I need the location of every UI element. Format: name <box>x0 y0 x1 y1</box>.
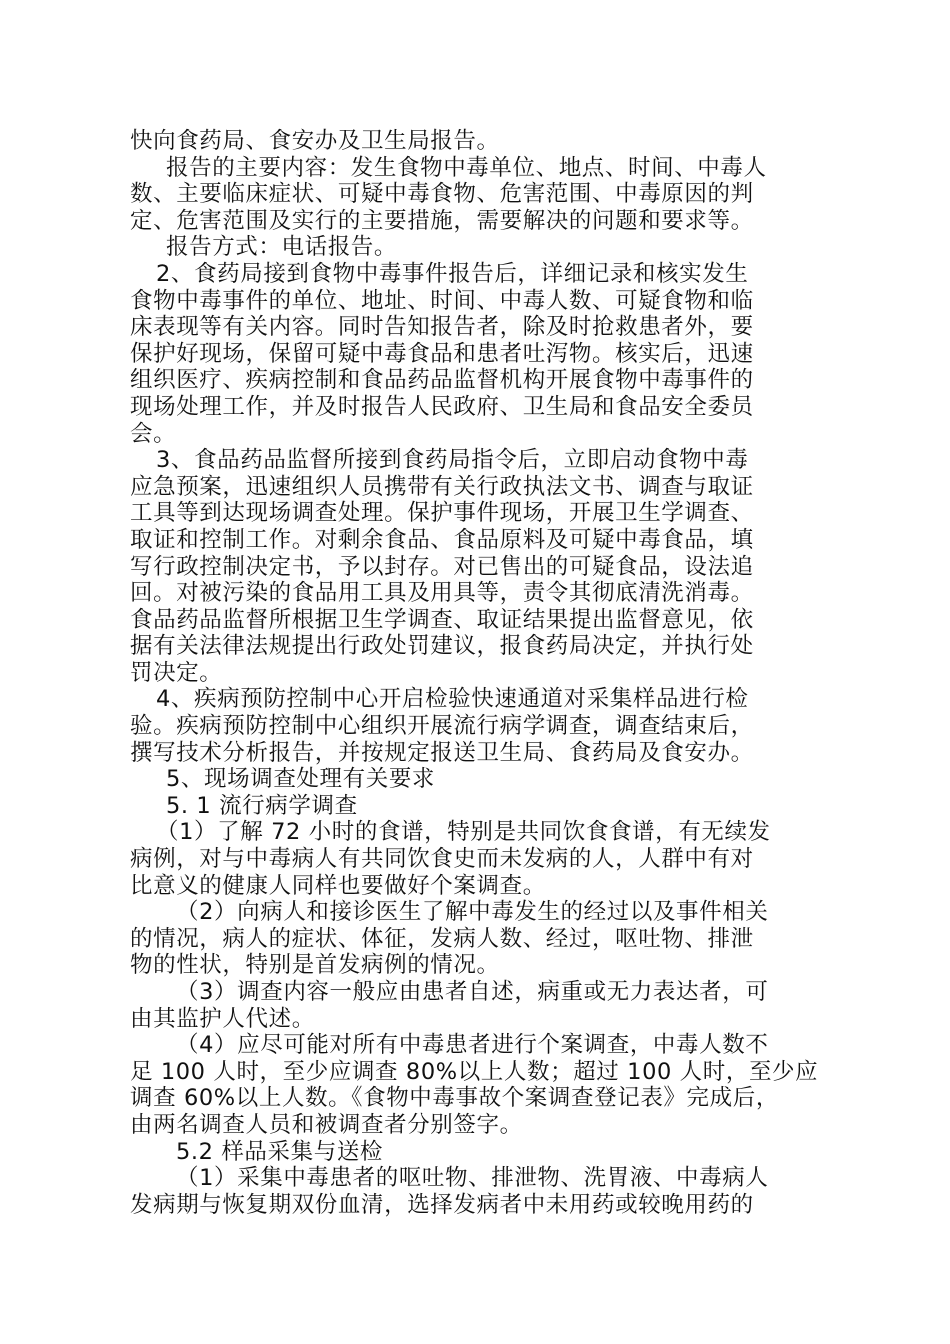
text-line: 病例，对与中毒病人有共同饮食史而未发病的人，人群中有对 <box>130 846 754 873</box>
paragraph-5-1-2: （2）向病人和接诊医生了解中毒发生的经过以及事件相关 <box>176 899 769 926</box>
text-line: 回。对被污染的食品用工具及用具等，责令其彻底清洗消毒。 <box>130 580 754 607</box>
text-line: 工具等到达现场调查处理。保护事件现场，开展卫生学调查、 <box>130 500 754 527</box>
paragraph-item-4: 4、疾病预防控制中心开启检验快速通道对采集样品进行检 <box>156 686 749 713</box>
text-line: 定、危害范围及实行的主要措施，需要解决的问题和要求等。 <box>130 207 754 234</box>
text-line: 由其监护人代述。 <box>130 1005 315 1032</box>
text-line: 撰写技术分析报告，并按规定报送卫生局、食药局及食安办。 <box>130 739 754 766</box>
paragraph-5-1-3: （3）调查内容一般应由患者自述，病重或无力表达者，可 <box>176 979 769 1005</box>
paragraph-5-2-1: （1）采集中毒患者的呕吐物、排泄物、洗胃液、中毒病人 <box>176 1165 769 1192</box>
text-line: 调查 60%以上人数。《食物中毒事故个案调查登记表》完成后， <box>130 1085 779 1112</box>
paragraph-item-3: 3、食品药品监督所接到食药局指令后，立即启动食物中毒 <box>156 447 749 474</box>
text-line: 据有关法律法规提出行政处罚建议，报食药局决定，并执行处 <box>130 633 754 660</box>
paragraph-report-content: 报告的主要内容：发生食物中毒单位、地点、时间、中毒人 <box>166 154 767 181</box>
document-body <box>130 128 830 1218</box>
section-heading-5: 5、现场调查处理有关要求 <box>166 766 436 793</box>
text-line: 组织医疗、疾病控制和食品药品监督机构开展食物中毒事件的 <box>130 367 754 394</box>
text-line: 由两名调查人员和被调查者分别签字。 <box>130 1111 523 1138</box>
text-line: 验。疾病预防控制中心组织开展流行病学调查，调查结束后， <box>130 713 754 740</box>
text-line: 现场处理工作，并及时报告人民政府、卫生局和食品安全委员 <box>130 393 754 420</box>
text-line: 会。 <box>130 420 177 447</box>
text-line: 写行政控制决定书，予以封存。对已售出的可疑食品，设法追 <box>130 553 754 580</box>
paragraph-5-1-4: （4）应尽可能对所有中毒患者进行个案调查，中毒人数不 <box>176 1032 769 1059</box>
text-line: 数、主要临床症状、可疑中毒食物、危害范围、中毒原因的判 <box>130 181 754 208</box>
paragraph-5-1-1: （1）了解 72 小时的食谱，特别是共同饮食食谱，有无续发 <box>156 819 771 846</box>
text-line: 物的性状，特别是首发病例的情况。 <box>130 952 500 979</box>
paragraph-report-method: 报告方式：电话报告。 <box>166 234 398 261</box>
subsection-heading-5-2: 5.2 样品采集与送检 <box>176 1138 384 1165</box>
text-line: 食品药品监督所根据卫生学调查、取证结果提出监督意见，依 <box>130 606 754 633</box>
text-line: 罚决定。 <box>130 659 223 686</box>
text-line: 保护好现场，保留可疑中毒食品和患者吐泻物。核实后，迅速 <box>130 340 754 367</box>
text-line: 快向食药局、食安办及卫生局报告。 <box>130 128 500 154</box>
text-line: 发病期与恢复期双份血清，选择发病者中未用药或较晚用药的 <box>130 1191 754 1218</box>
text-line: 食物中毒事件的单位、地址、时间、中毒人数、可疑食物和临 <box>130 287 754 314</box>
text-line: 比意义的健康人同样也要做好个案调查。 <box>130 872 546 899</box>
text-line: 足 100 人时，至少应调查 80%以上人数；超过 100 人时，至少应 <box>130 1058 819 1085</box>
text-line: 应急预案，迅速组织人员携带有关行政执法文书、调查与取证 <box>130 473 754 500</box>
subsection-heading-5-1: 5. 1 流行病学调查 <box>166 792 358 819</box>
text-line: 的情况，病人的症状、体征，发病人数、经过，呕吐物、排泄 <box>130 925 754 952</box>
paragraph-item-2: 2、食药局接到食物中毒事件报告后，详细记录和核实发生 <box>156 260 749 287</box>
text-line: 床表现等有关内容。同时告知报告者，除及时抢救患者外，要 <box>130 314 754 341</box>
text-line: 取证和控制工作。对剩余食品、食品原料及可疑中毒食品，填 <box>130 526 754 553</box>
